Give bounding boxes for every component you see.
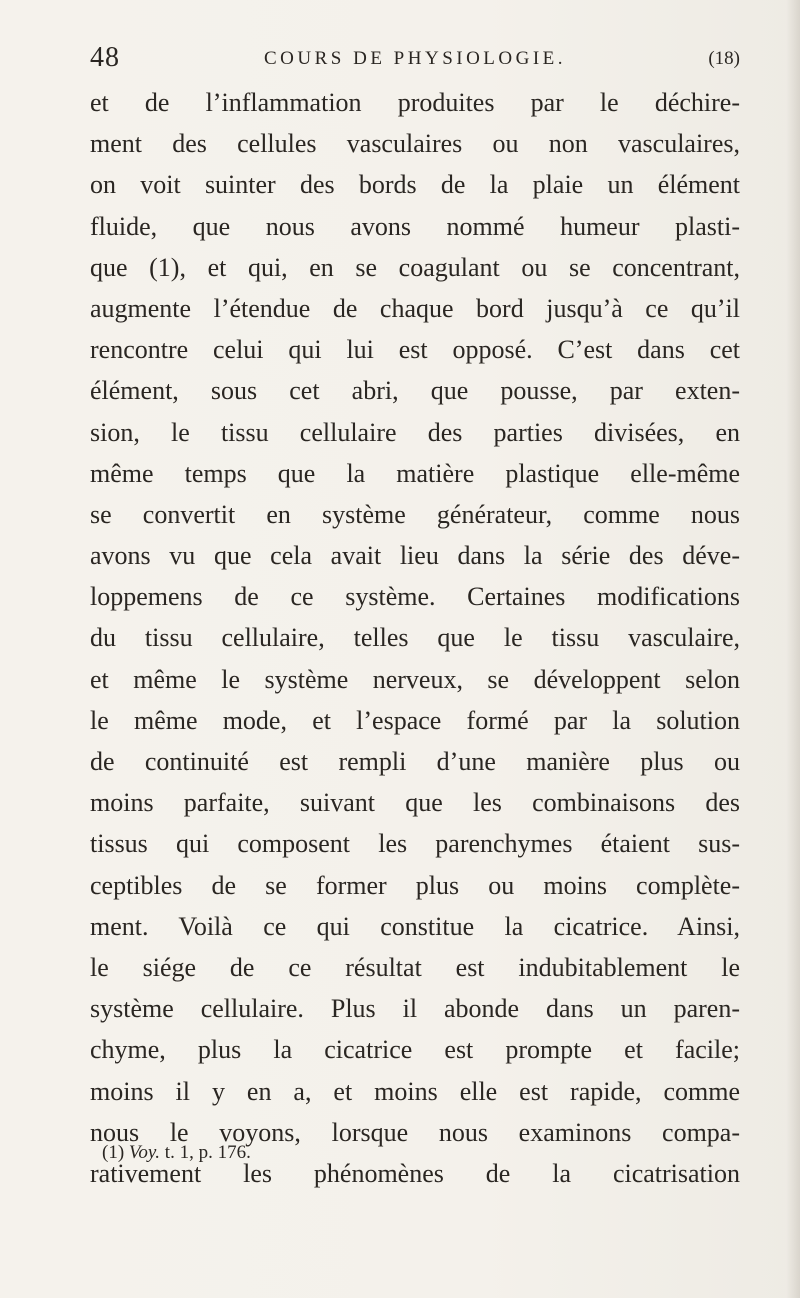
- text-line: ment. Voilà ce qui constitue la cicatrice. Ainsi,: [90, 911, 740, 941]
- text-line: nous le voyons, lorsque nous examinons compa-: [90, 1117, 740, 1147]
- text-line: que (1), et qui, en se coagulant ou se concentrant,: [90, 252, 740, 282]
- text-line: et même le système nerveux, se développent selon: [90, 664, 740, 694]
- text-line: le siége de ce résultat est indubitablement le: [90, 952, 740, 982]
- text-line: loppemens de ce système. Certaines modifications: [90, 582, 740, 612]
- text-line: ceptibles de se former plus ou moins complète-: [90, 870, 740, 900]
- text-line: et de l’inflammation produites par le déchire-: [90, 88, 740, 117]
- page-header: [90, 40, 740, 80]
- text-line: rencontre celui qui lui est opposé. C’est dans cet: [90, 335, 740, 365]
- text-line: de continuité est rempli d’une manière plus ou: [90, 747, 740, 776]
- text-line: moins parfaite, suivant que les combinaisons des: [90, 788, 740, 818]
- running-title: COURS DE PHYSIOLOGIE.: [264, 48, 567, 69]
- text-line: se convertit en système générateur, comme nous: [90, 499, 740, 529]
- footnote-marker: (1): [102, 1142, 125, 1163]
- page-edge-shadow: [786, 0, 800, 1298]
- body-text: [90, 82, 740, 1194]
- text-line: ment des cellules vasculaires ou non vasculaires,: [90, 129, 740, 159]
- text-line: même temps que la matière plastique elle-même: [90, 458, 740, 488]
- text-line: sion, le tissu cellulaire des parties divisées, en: [90, 417, 740, 447]
- text-line: système cellulaire. Plus il abonde dans un paren-: [90, 994, 740, 1024]
- footnote: [102, 1142, 251, 1164]
- page-number: 48: [90, 42, 120, 73]
- text-line: élément, sous cet abri, que pousse, par exten-: [90, 376, 740, 406]
- text-line: on voit suinter des bords de la plaie un élément: [90, 170, 740, 200]
- text-line: fluide, que nous avons nommé humeur plasti-: [90, 211, 740, 241]
- text-line: du tissu cellulaire, telles que le tissu vasculaire,: [90, 623, 740, 653]
- footnote-abbrev: Voy.: [128, 1142, 161, 1163]
- text-line: le même mode, et l’espace formé par la solution: [90, 705, 740, 735]
- text-line: tissus qui composent les parenchymes étaient sus-: [90, 829, 740, 859]
- section-number: (18): [708, 48, 740, 69]
- text-line: avons vu que cela avait lieu dans la série des déve-: [90, 541, 740, 571]
- text-line: rativement les phénomènes de la cicatrisation: [90, 1158, 740, 1188]
- text-line: augmente l’étendue de chaque bord jusqu’à ce qu’il: [90, 293, 740, 323]
- footnote-reference: t. 1, p. 176.: [164, 1142, 251, 1163]
- text-line: chyme, plus la cicatrice est prompte et facile;: [90, 1035, 740, 1065]
- text-line: moins il y en a, et moins elle est rapide, comme: [90, 1076, 740, 1106]
